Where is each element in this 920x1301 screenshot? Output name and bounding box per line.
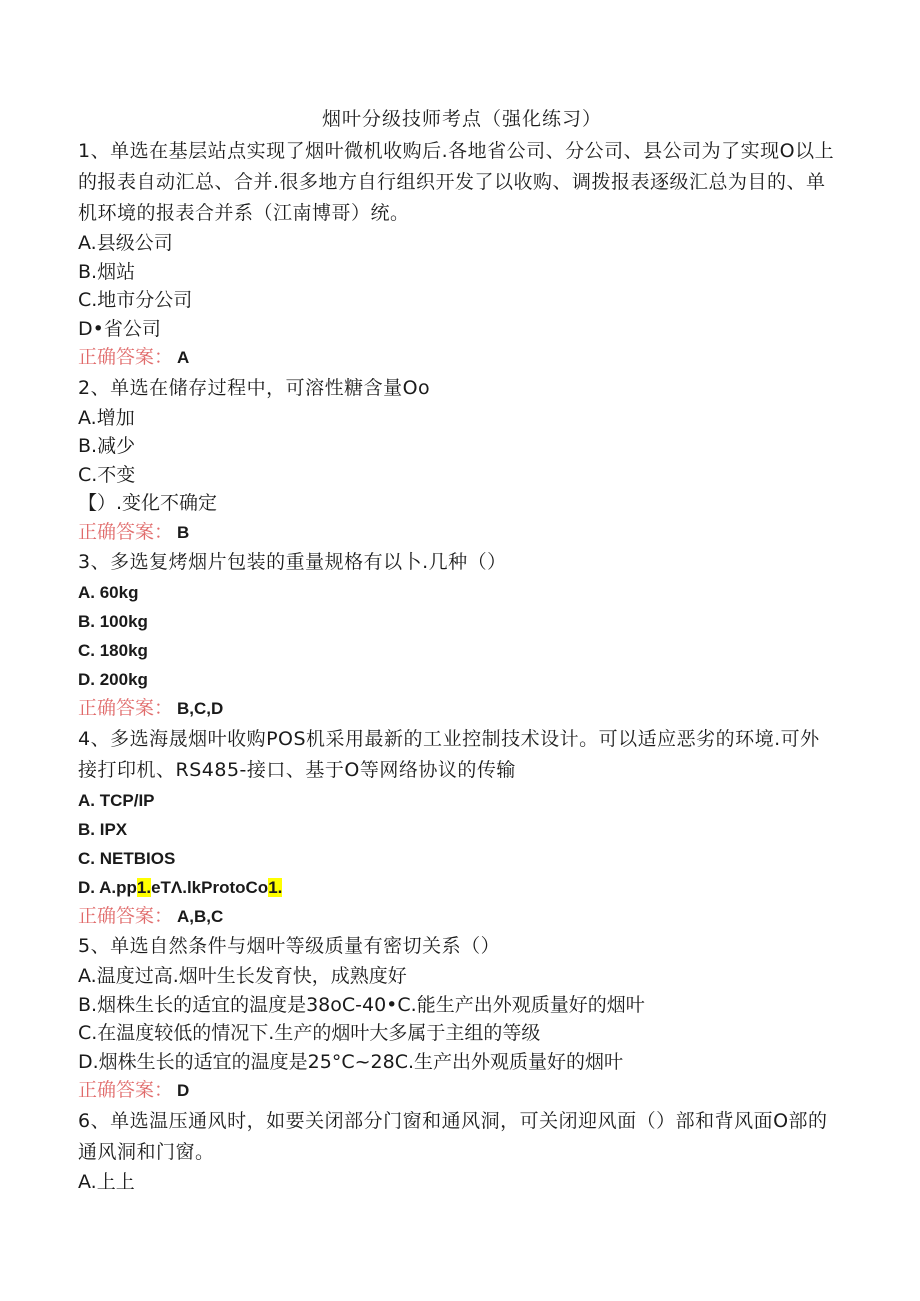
option-d-text: D. A.pp <box>78 877 137 897</box>
document-page <box>78 104 838 1196</box>
option-b: B.烟站 <box>78 260 136 283</box>
option-d-text: eTΛ.lkProtoCo <box>151 877 269 897</box>
answer-value: B,C,D <box>177 699 224 718</box>
option-d: D. 200kg <box>78 670 148 689</box>
answer-line <box>78 902 838 932</box>
document-title: 烟叶分级技师考点（强化练习） <box>321 108 602 130</box>
question-block <box>78 931 838 1106</box>
option-a: A.上上 <box>78 1170 135 1193</box>
option-list <box>78 229 838 343</box>
question-text: 3、多选复烤烟片包装的重量规格有以卜.几种（） <box>78 551 507 573</box>
option-c: C.在温度较低的情况下.生产的烟叶大多属于主组的等级 <box>78 1022 541 1044</box>
option-b: B.烟株生长的适宜的温度是38oC-40•C.能生产出外观质量好的烟叶 <box>78 993 645 1016</box>
question-text: 5、单选自然条件与烟叶等级质量有密切关系（） <box>78 935 501 957</box>
question-block <box>78 547 838 724</box>
answer-value: D <box>177 1081 190 1100</box>
answer-label: 正确答案： <box>78 697 174 719</box>
answer-line <box>78 343 838 373</box>
question-block <box>78 724 838 932</box>
answer-label: 正确答案： <box>78 520 174 543</box>
option-d <box>78 873 838 902</box>
answer-line <box>78 1076 838 1106</box>
option-list <box>78 578 838 694</box>
option-list <box>78 786 838 902</box>
option-c: C. 180kg <box>78 641 148 660</box>
option-list <box>78 404 838 518</box>
answer-value: A,B,C <box>177 906 224 926</box>
option-a: A.温度过高.烟叶生长发育快，成熟度好 <box>78 965 407 987</box>
option-b: B. 100kg <box>78 612 148 631</box>
option-d: D.烟株生长的适宜的温度是25°C~28C.生产出外观质量好的烟叶 <box>78 1050 624 1073</box>
question-block <box>78 373 838 548</box>
answer-line <box>78 694 838 724</box>
option-a: A.增加 <box>78 406 135 429</box>
option-a: A. 60kg <box>78 583 139 602</box>
answer-value: B <box>177 522 190 542</box>
answer-value: A <box>177 348 190 367</box>
option-a: A. TCP/IP <box>78 790 155 810</box>
option-c: C.地市分公司 <box>78 289 193 311</box>
option-c: C. NETBIOS <box>78 848 176 868</box>
option-list <box>78 962 838 1076</box>
option-d: D•省公司 <box>78 317 161 340</box>
option-c: C.不变 <box>78 463 136 486</box>
answer-label: 正确答案： <box>78 1079 174 1101</box>
answer-label: 正确答案： <box>78 346 174 368</box>
answer-line <box>78 518 838 548</box>
highlighted-text: 1. <box>136 877 152 897</box>
question-block <box>78 136 838 373</box>
answer-label: 正确答案： <box>78 904 174 927</box>
option-d: 【）.变化不确定 <box>78 492 218 514</box>
option-b: B.减少 <box>78 435 136 457</box>
option-b: B. IPX <box>78 819 128 839</box>
question-block <box>78 1106 838 1197</box>
question-text: 1、单选在基层站点实现了烟叶微机收购后.各地省公司、分公司、县公司为了实现O以上的报表自动汇总、合并.很多地方自行组织开发了以收购、调拨报表逐级汇总为目的、单机环境的报表合并系（江南博哥）统。 <box>78 140 835 224</box>
option-a: A.县级公司 <box>78 232 173 254</box>
question-text: 6、单选温压通风时，如要关闭部分门窗和通风洞，可关闭迎风面（）部和背风面O部的通风洞和门窗。 <box>78 1109 828 1163</box>
option-list <box>78 1168 838 1197</box>
question-text: 4、多选海晟烟叶收购POS机采用最新的工业控制技术设计。可以适应恶劣的环境.可外接打印机、RS485-接口、基于O等网络协议的传输 <box>78 727 820 781</box>
question-text: 2、单选在储存过程中，可溶性糖含量Oo <box>78 376 431 399</box>
highlighted-text: 1. <box>268 877 283 897</box>
